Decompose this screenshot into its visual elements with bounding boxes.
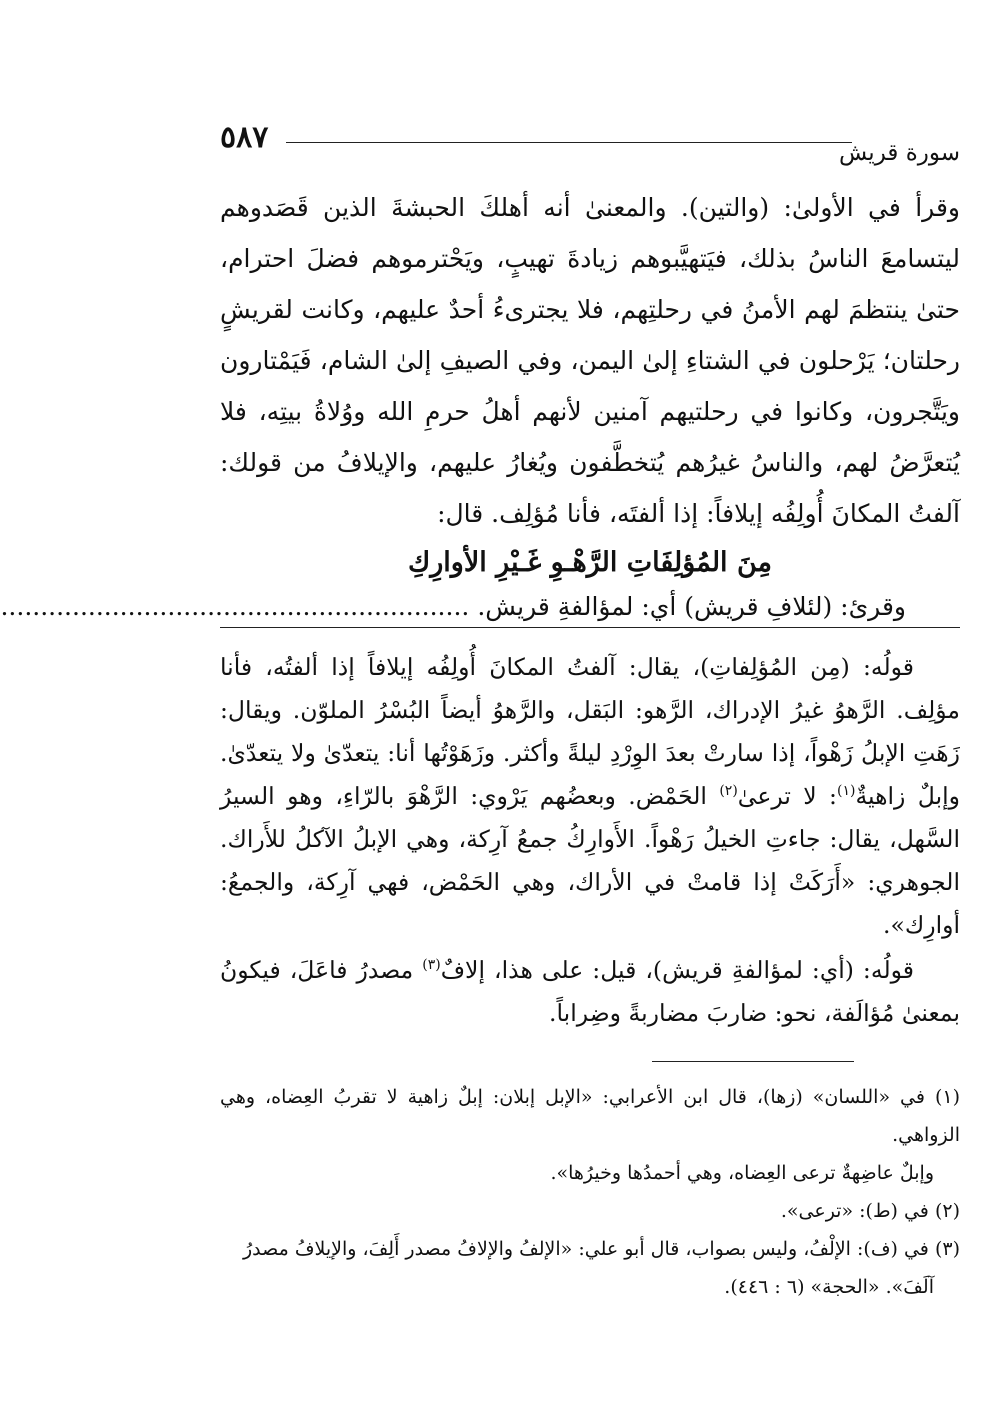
footnote-ref-1[interactable]: (١) [836,783,856,800]
footnote-label: (١) [934,1086,960,1108]
header-rule [286,142,852,143]
qiraa-dots: ........................................................... [0,592,470,621]
commentary-line-tail: : لا ترعىٰ [737,782,837,810]
footnote-ref-2[interactable]: (٢) [719,783,738,800]
footnote-text: في (ف): الإلْفُ، وليس بصواب، قال أبو علي: «الإلفُ والإلافُ مصدر أَلِفَ، والإيلافُ مصدرُ [243,1238,929,1260]
poetry-verse: مِنَ المُؤلِفَاتِ الرَّهْـوِ غَـيْرِ الأوارِكِ [408,547,772,578]
footnote-text: وإبلٌ عاضِهةٌ ترعى العِضاه، وهي أحمدُها وخيرُها». [550,1162,934,1184]
footnote-text: في (ط): «ترعى». [780,1200,929,1222]
footnotes-section [220,1078,960,1306]
footnote-text: آلَفَ». «الحجة» (٦ : ٤٤٦). [724,1276,934,1298]
commentary-line: قولُه: (أي: لمؤالفةِ قريش)، قيل: على هذا، إلافٌ [440,956,914,984]
page-number: ٥٨٧ [220,120,269,155]
commentary-line: نحو: ضاربَ مضاربةً وضِراباً. [549,999,817,1027]
qiraa-line [0,587,960,627]
footnote-1 [220,1078,960,1192]
main-text [0,182,960,627]
commentary-line: الأَوارِكُ جمعُ آرِكة، وهي الإبلُ الآكلُ للأَراك. الجوهري: «أَرَكَتْ إذا قامتْ في الأراك، [220,825,960,896]
commentary-line: وهي الحَمْض، فهي آرِكة، والجمعُ: أوارِك». [220,868,960,939]
commentary-paragraph-2 [220,949,960,1035]
footnote-label: (٢) [934,1200,960,1222]
footnote-label: (٣) [934,1238,960,1260]
footnote-rule [652,1061,854,1062]
commentary-line: مصدرُ فاعَلَ، فيكونُ بمعنىٰ مُؤالَفة، [220,956,960,1027]
footnote-ref-3[interactable]: (٣) [422,957,441,974]
commentary-section [220,646,960,1035]
running-header [220,118,960,168]
commentary-line: سارتْ بعدَ الوِرْدِ ليلةً وأكثر. وزَهَوْتُها أنا: يتعدّىٰ ولا يتعدّىٰ. وإبلٌ زاهيةٌ [220,739,960,810]
main-paragraph: وقرأ في الأولىٰ: (والتين). والمعنىٰ أنه أهلكَ الحبشةَ الذين قَصَدوهم ليتسامعَ الناسُ بذلك، فيَتهيَّبوهم زيادةَ تهيبٍ، ويَحْترموهم فضلَ احترام، حتىٰ ينتظمَ لهم الأمنُ في رحلتِهم، فلا يجترىءُ أحدٌ عليهم، وكانت لقريشٍ رحلتان؛ يَرْحلون في الشتاءِ إلىٰ اليمن، وفي الصيفِ إلىٰ الشام، فَيَمْتارون ويَتَّجرون، وكانوا في رحلتيهم آمنين لأنهم أهلُ حرمِ الله ووُلاةُ بيتِه، فلا يُتعرَّضُ لهم، والناسُ غيرُهم يُتخطَّفون ويُغارُ عليهم، والإيلافُ من قولك: آلفتُ المكانَ أُولِفُه إيلافاً: إذا ألفتَه، فأنا مُؤلِف. قال: [220,193,960,528]
commentary-line: غيرُ الإدراك، الرَّهو: البَقل، والرَّهوُ أيضاً البُسْرُ الملوّن. ويقال: زَهَتِ الإبلُ زَهْواً، إذا [220,696,960,767]
footnote-3 [220,1230,960,1306]
section-divider [220,627,960,628]
commentary-line: قولُه: (مِن المُؤلِفاتِ)، يقال: آلفتُ المكانَ أُولِفُه إيلافاً إذا ألفتُه، فأنا مؤلِف. الرَّهوُ [220,653,960,724]
commentary-paragraph-1 [220,646,960,947]
footnote-text: في «اللسان» (زها)، قال ابن الأعرابي: «الإبل إبلان: إبلٌ زاهية لا تقربُ العِضاه، وهي الزواهي. [220,1086,960,1146]
qiraa-text: وقرئ: (لئلافِ قريش) أي: لمؤالفةِ قريش. [477,592,906,621]
commentary-line: الحَمْض. وبعضُهم يَرْوي: الرَّهْوَ بالرّاءِ، وهو السيرُ السَّهل، يقال: جاءتِ الخيلُ رَهْواً. [220,782,960,853]
footnote-2 [220,1192,960,1230]
surah-title: سورة قريش [838,140,960,166]
